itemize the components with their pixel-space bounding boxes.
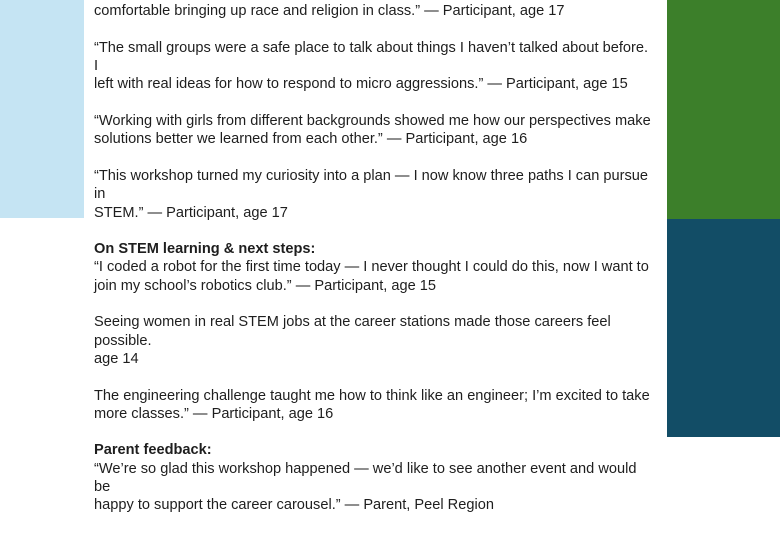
quote-line: left with real ideas for how to respond to micro aggressions.” — Participant, age 15 <box>94 76 628 93</box>
quote-line: Seeing women in real STEM jobs at the career stations made those careers feel possible. <box>94 314 611 349</box>
testimonials-body <box>94 0 654 533</box>
left-color-band <box>0 0 84 218</box>
right-teal-band <box>667 219 780 437</box>
quote-line: “This workshop turned my curiosity into a plan — I now know three paths I can pursue in <box>94 167 649 203</box>
quote-line: The engineering challenge taught me how to think like an engineer; I’m excited to take <box>94 387 650 404</box>
right-green-band <box>667 0 780 219</box>
quote-line: STEM.” — Participant, age 17 <box>94 204 288 221</box>
quote-line: more classes.” — Participant, age 16 <box>94 405 334 422</box>
quote-line <box>94 0 595 1</box>
quote-line: “I coded a robot for the first time today — I never thought I could do this, now I want to <box>94 259 649 276</box>
quote-line: solutions better we learned from each other.” — Participant, age 16 <box>94 131 528 148</box>
testimonial-quote <box>94 0 654 21</box>
testimonial-quote <box>94 112 654 149</box>
testimonial-quote <box>94 167 654 222</box>
quote-line: “We’re so glad this workshop happened — we’d like to see another event and would be <box>94 460 637 496</box>
quote-line: age 14 <box>94 350 139 367</box>
quote-line: “Working with girls from different backgrounds showed me how our perspectives make <box>94 113 651 130</box>
testimonial-quote <box>94 258 654 295</box>
testimonial-quote <box>94 313 654 368</box>
quote-line: join my school’s robotics club.” — Participant, age 15 <box>94 277 437 294</box>
quote-line: “The small groups were a safe place to talk about things I haven’t talked about before. I <box>94 39 649 75</box>
testimonial-quote <box>94 460 654 515</box>
testimonial-quote <box>94 39 654 94</box>
testimonial-quote <box>94 387 654 424</box>
parent-section-heading: Parent feedback: <box>94 442 212 459</box>
stem-section-heading: On STEM learning & next steps: <box>94 241 316 258</box>
quote-line: comfortable bringing up race and religion in class.” — Participant, age 17 <box>94 3 565 20</box>
quote-line: happy to support the career carousel.” — Parent, Peel Region <box>94 497 494 514</box>
